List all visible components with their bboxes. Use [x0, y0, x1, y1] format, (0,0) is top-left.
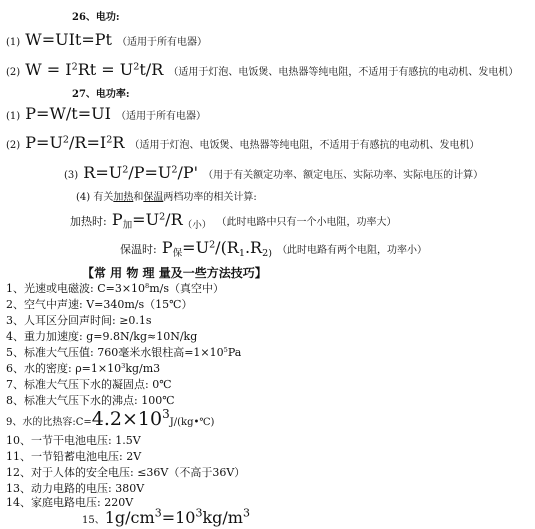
- formula-note: （此时电路中只有一个小电阻，功率大）: [216, 217, 397, 228]
- formula: $R=U^2/P=U^2/P'$: [83, 163, 199, 182]
- keep-warm-label: 保温时:: [120, 243, 157, 256]
- formula-note: （此时电路有两个电阻，功率小）: [277, 245, 428, 256]
- formula: $W = I^2Rt = U^2t/R$: [25, 60, 164, 79]
- constant-item-4: 4、重力加速度: g=9.8N/kg≈10N/kg: [6, 330, 198, 343]
- formula-note: （用于有关额定功率、额定电压、实际功率、实际电压的计算）: [203, 170, 484, 181]
- keep-warm-formula: [120, 238, 427, 257]
- item-number: (1): [6, 111, 21, 122]
- constant-item-11: 11、一节铅蓄电池电压: 2V: [6, 450, 142, 463]
- constant-item-9: 9、水的比热容$:C=4.2\times 10^3J/(kg•℃)$: [6, 406, 215, 430]
- constant-item-8: 8、标准大气压下水的沸点: 100℃: [6, 394, 175, 407]
- constants-header: 【常 用 物 理 量及一些方法技巧】: [82, 266, 267, 280]
- constant-item-12: 12、对于人体的安全电压: ≤36V（不高于36V）: [6, 466, 246, 479]
- heating-label: 加热时:: [70, 215, 107, 228]
- constant-item-13: 13、动力电路的电压: 380V: [6, 482, 145, 495]
- constant-item-10: 10、一节干电池电压: 1.5V: [6, 434, 141, 447]
- formula-note: （适用于所有电器）: [116, 111, 207, 122]
- work-formula-1: [6, 30, 207, 49]
- item-number: (3): [64, 170, 79, 181]
- power-formula-3: [64, 163, 483, 182]
- formula: P=W/t=UI: [25, 104, 111, 123]
- constant-item-2: 2、空气中声速: V=340m/s（15℃）: [6, 298, 193, 311]
- formula-note: （适用于灯泡、电饭煲、电热器等纯电阻，不适用于有感抗的电动机、发电机）: [168, 67, 519, 78]
- constant-item-3: 3、人耳区分回声时间: ≥0.1s: [6, 314, 152, 327]
- constant-item-6: 6、水的密度: $\rho=1\times 10^3kg/m3$: [6, 362, 161, 375]
- constant-item-1: 1、光速或电磁波: $C=3\times 10^8m/s$（真空中）: [6, 282, 225, 295]
- item-number: (2): [6, 67, 21, 78]
- formula: $P_加=U^2/R_{(小)}$: [111, 210, 212, 231]
- power-formula-2: [6, 133, 479, 152]
- formula-note: （适用于灯泡、电饭煲、电热器等纯电阻，不适用于有感抗的电动机、发电机）: [129, 140, 480, 151]
- heating-formula: [70, 210, 396, 229]
- item-number: (1): [6, 37, 21, 48]
- constant-item-15: 15、$1g/cm^3=10^3kg/m^3$: [82, 506, 250, 527]
- item-number: (2): [6, 140, 21, 151]
- constant-item-14: 14、家庭电路电压: 220V: [6, 496, 134, 509]
- constant-item-7: 7、标准大气压下水的凝固点: 0℃: [6, 378, 172, 391]
- formula: $P_保=U^2/(R_1.R_{2)}$: [161, 238, 272, 259]
- formula-note: （适用于所有电器）: [117, 37, 208, 48]
- section-27-title: 27、电功率:: [72, 89, 130, 100]
- formula: W=UIt=Pt: [25, 30, 112, 49]
- section-26-title: 26、电功:: [72, 12, 120, 23]
- power-item-4: (4) 有关加热和保温两档功率的相关计算:: [76, 192, 257, 203]
- work-formula-2: [6, 60, 518, 79]
- formula: $P=U^2/R=I^2R$: [25, 133, 125, 152]
- power-formula-1: [6, 104, 206, 123]
- constant-item-5: 5、标准大气压值: 760毫米水银柱高$=1\times 10^5Pa$: [6, 346, 242, 359]
